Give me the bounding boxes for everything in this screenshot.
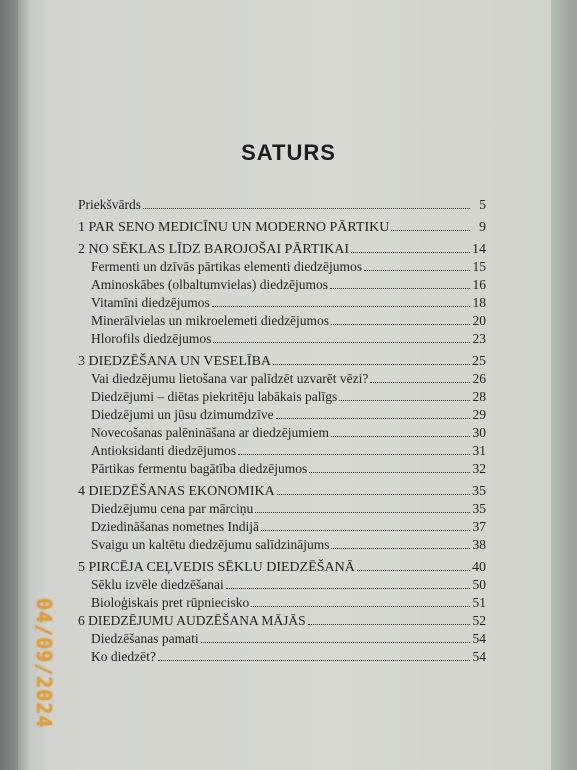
toc-page-number: 28: [472, 389, 486, 404]
toc-page-number: 14: [472, 242, 486, 257]
toc-section-entry: [78, 630, 486, 648]
toc-page-number: 40: [472, 560, 486, 575]
toc-entry-label: 4 DIEDZĒŠANAS EKONOMIKA: [78, 484, 275, 499]
dot-leader: [238, 442, 470, 455]
toc-chapter-entry: [78, 196, 486, 214]
toc-entry-label: Sēklu izvēle diedzēšanai: [91, 577, 224, 592]
dot-leader: [330, 276, 470, 289]
dot-leader: [255, 500, 470, 513]
toc-entry-label: 6 DIEDZĒJUMU AUDZĒŠANA MĀJĀS: [78, 613, 306, 628]
toc-page-number: 38: [472, 537, 486, 552]
page-title: SATURS: [241, 140, 336, 165]
toc-chapter-entry: [78, 352, 486, 370]
toc-entry-label: 5 PIRCĒJA CEĻVEDIS SĒKLU DIEDZĒŠANĀ: [78, 560, 355, 575]
dot-leader: [391, 218, 470, 231]
toc-page-number: 16: [472, 277, 486, 292]
toc-section-entry: [78, 460, 486, 478]
toc-entry-label: Bioloģiskais pret rūpniecisko: [91, 595, 250, 610]
toc-page-number: 32: [472, 461, 486, 476]
toc-entry-label: Vitamīni diedzējumos: [91, 295, 210, 310]
toc-entry-label: Diedzējumi – diētas piekritēju labākais palīgs: [91, 389, 338, 404]
toc-entry-label: Novecošanas palēnināšana ar diedzējumiem: [91, 425, 330, 440]
dot-leader: [201, 630, 470, 643]
toc-entry-label: Vai diedzējumu lietošana var palīdzēt uzvarēt vēzi?: [91, 371, 369, 386]
toc-page-number: 51: [472, 595, 486, 610]
toc-section-entry: [78, 442, 486, 460]
toc-entry-label: Diedzējumu cena par mārciņu: [91, 501, 254, 516]
toc-section-entry: [78, 424, 486, 442]
toc-entry-label: Dziedināšanas nometnes Indijā: [91, 519, 259, 534]
toc-section-entry: [78, 518, 486, 536]
photo-date-stamp: 04/09/2024: [32, 598, 56, 729]
toc-section-entry: [78, 258, 486, 276]
toc-page-number: 29: [472, 407, 486, 422]
dot-leader: [158, 648, 470, 661]
toc-section-entry: [78, 500, 486, 518]
toc-entry-label: 1 PAR SENO MEDICĪNU UN MODERNO PĀRTIKU: [78, 220, 390, 235]
toc-page-number: 54: [472, 631, 486, 646]
toc-page-number: 30: [472, 425, 486, 440]
book-gutter: [0, 0, 18, 770]
toc-section-entry: [78, 370, 486, 388]
dot-leader: [277, 482, 470, 495]
dot-leader: [309, 460, 470, 473]
toc-chapter-entry: [78, 558, 486, 576]
table-of-contents: [78, 196, 486, 666]
toc-chapter-entry: [78, 240, 486, 258]
toc-section-entry: [78, 594, 486, 612]
toc-page-number: 20: [472, 313, 486, 328]
dot-leader: [351, 240, 470, 253]
toc-entry-label: Aminoskābes (olbaltumvielas) diedzējumos: [91, 277, 328, 292]
page-edge: [551, 0, 577, 770]
toc-section-entry: [78, 576, 486, 594]
toc-entry-label: Ko diedzēt?: [91, 649, 156, 664]
toc-page-number: 52: [472, 613, 486, 628]
dot-leader: [331, 424, 470, 437]
dot-leader: [308, 612, 470, 625]
dot-leader: [261, 518, 470, 531]
dot-leader: [364, 258, 470, 271]
toc-page-number: 18: [472, 295, 486, 310]
dot-leader: [276, 406, 470, 419]
toc-page-number: 5: [479, 197, 486, 212]
toc-page-number: 25: [472, 354, 486, 369]
toc-entry-label: 3 DIEDZĒŠANA UN VESELĪBA: [78, 354, 272, 369]
toc-page-number: 9: [479, 220, 486, 235]
toc-page-number: 15: [472, 259, 486, 274]
toc-section-entry: [78, 294, 486, 312]
dot-leader: [331, 536, 470, 549]
toc-chapter-entry: [78, 612, 486, 630]
toc-page-number: 50: [472, 577, 486, 592]
toc-entry-label: Fermenti un dzīvās pārtikas elementi diedzējumos: [91, 259, 363, 274]
dot-leader: [251, 594, 470, 607]
toc-page-number: 35: [472, 501, 486, 516]
dot-leader: [273, 352, 470, 365]
toc-entry-label: 2 NO SĒKLAS LĪDZ BAROJOŠAI PĀRTIKAI: [78, 242, 349, 257]
toc-entry-label: Antioksidanti diedzējumos: [91, 443, 237, 458]
toc-entry-label: Svaigu un kaltētu diedzējumu salīdzinājums: [91, 537, 330, 552]
toc-page-number: 31: [472, 443, 486, 458]
toc-section-entry: [78, 648, 486, 666]
toc-chapter-entry: [78, 482, 486, 500]
dot-leader: [370, 370, 470, 383]
toc-page-number: 35: [472, 484, 486, 499]
dot-leader: [357, 558, 470, 571]
toc-page-number: 23: [472, 331, 486, 346]
dot-leader: [339, 388, 470, 401]
toc-page-number: 26: [472, 371, 486, 386]
dot-leader: [212, 294, 470, 307]
toc-page-number: 37: [472, 519, 486, 534]
toc-page-number: 54: [472, 649, 486, 664]
toc-section-entry: [78, 536, 486, 554]
toc-entry-label: Diedzējumi un jūsu dzimumdzīve: [91, 407, 274, 422]
toc-entry-label: Priekšvārds: [78, 197, 141, 212]
dot-leader: [213, 330, 470, 343]
toc-section-entry: [78, 388, 486, 406]
toc-section-entry: [78, 312, 486, 330]
toc-entry-label: Pārtikas fermentu bagātība diedzējumos: [91, 461, 308, 476]
dot-leader: [226, 576, 470, 589]
toc-section-entry: [78, 276, 486, 294]
toc-entry-label: Diedzēšanas pamati: [91, 631, 199, 646]
dot-leader: [331, 312, 470, 325]
toc-section-entry: [78, 330, 486, 348]
toc-section-entry: [78, 406, 486, 424]
dot-leader: [143, 196, 470, 209]
toc-entry-label: Minerālvielas un mikroelemeti diedzējumos: [91, 313, 330, 328]
toc-entry-label: Hlorofils diedzējumos: [91, 331, 212, 346]
toc-chapter-entry: [78, 218, 486, 236]
